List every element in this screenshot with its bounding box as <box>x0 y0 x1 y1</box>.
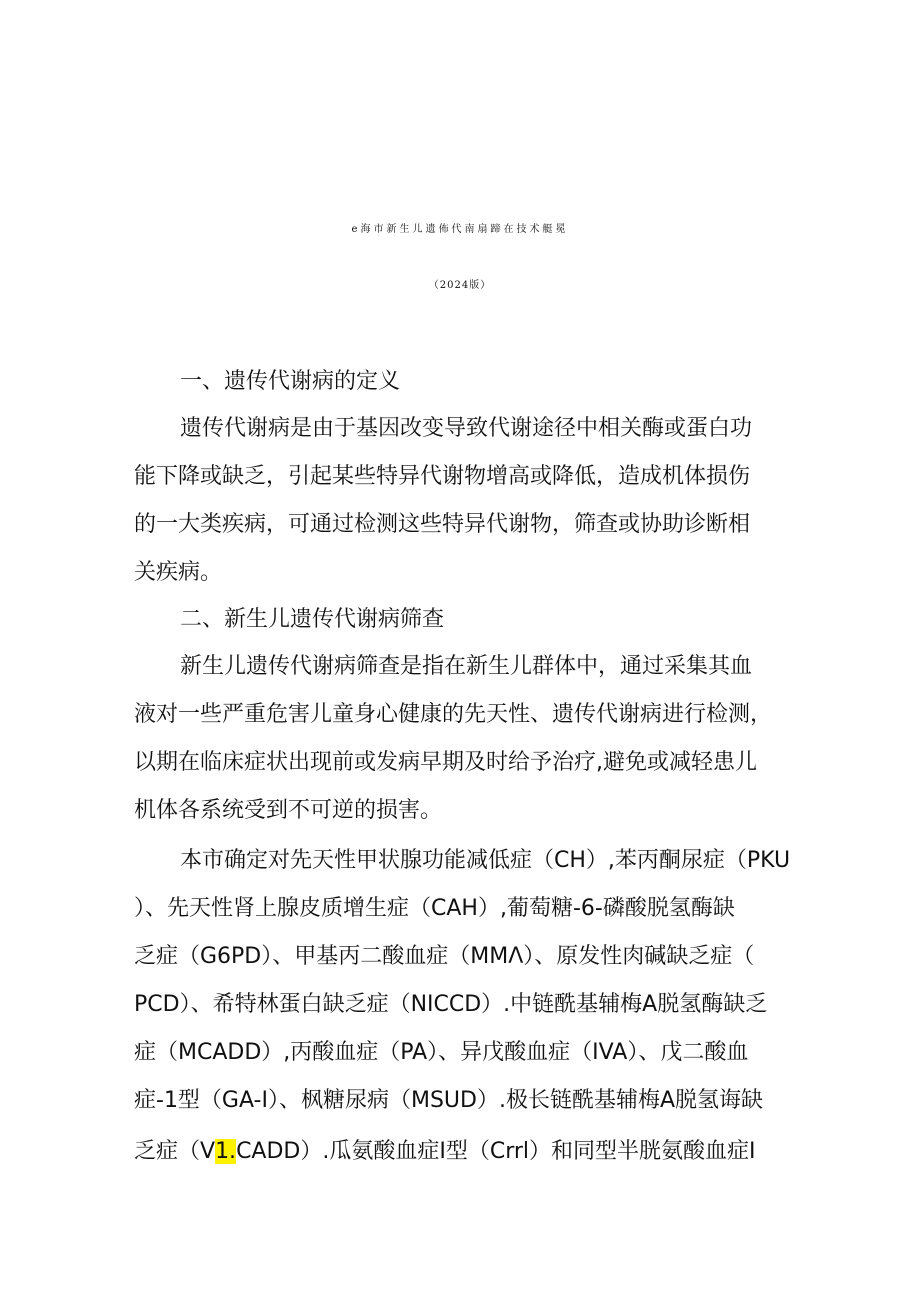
text-segment: CADD）.瓜氨酸血症I型（Crrl）和同型半胱氨酸血症I <box>236 1139 756 1164</box>
paragraph-line: 遗传代谢病是由于基因改变导致代谢途径中相关酶或蛋白功 <box>180 416 753 441</box>
text-segment: 乏症（V <box>134 1139 216 1164</box>
paragraph-line: 液对一些严重危害儿童身心健康的先天性、遗传代谢病进行检测， <box>134 702 773 727</box>
paragraph-line: 的一大类疾病，可通过检测这些特异代谢物，筛查或协助诊断相 <box>134 512 751 537</box>
paragraph-line: ）、先天性肾上腺皮质增生症（CAH）,葡萄糖-6-磷酸脱氢酶缺 <box>134 896 735 921</box>
section-heading-definition: 一、遗传代谢病的定义 <box>180 369 401 394</box>
document-edition: （2024版） <box>428 280 492 291</box>
paragraph-line <box>134 1138 756 1166</box>
document-title: e海市新生儿遗佈代南扇蹄在技术艇冕 <box>351 224 569 235</box>
paragraph-line: 乏症（G6PD）、甲基丙二酸血症（MMΛ）、原发性肉碱缺乏症（ <box>134 944 755 969</box>
section-heading-screening: 二、新生儿遗传代谢病筛查 <box>180 607 445 632</box>
paragraph-line: 关疾病。 <box>134 560 223 585</box>
paragraph-line: PCD）、希特林蛋白缺乏症（NICCD）.中链酰基辅梅A脱氢酶缺乏 <box>134 992 768 1017</box>
paragraph-line: 以期在临床症状出现前或发病早期及时给予治疗,避免或减轻患儿 <box>134 750 757 775</box>
highlighted-text: 1. <box>215 1139 237 1164</box>
paragraph-line: 新生儿遗传代谢病筛查是指在新生儿群体中，通过采集其血 <box>180 654 753 679</box>
paragraph-line: 症-1型（GA-I）、枫糖尿病（MSUD）.极长链酰基辅梅A脱氢诲缺 <box>134 1088 764 1113</box>
paragraph-line: 机体各系统受到不可逆的损害。 <box>134 798 443 823</box>
paragraph-line: 能下降或缺乏，引起某些特异代谢物增高或降低，造成机体损伤 <box>134 464 751 489</box>
paragraph-line: 症（MCADD）,丙酸血症（PA）、异戊酸血症（IVA）、戊二酸血 <box>134 1040 749 1065</box>
paragraph-line: 本市确定对先天性甲状腺功能减低症（CH）,苯丙酮尿症（PKU <box>180 848 791 873</box>
